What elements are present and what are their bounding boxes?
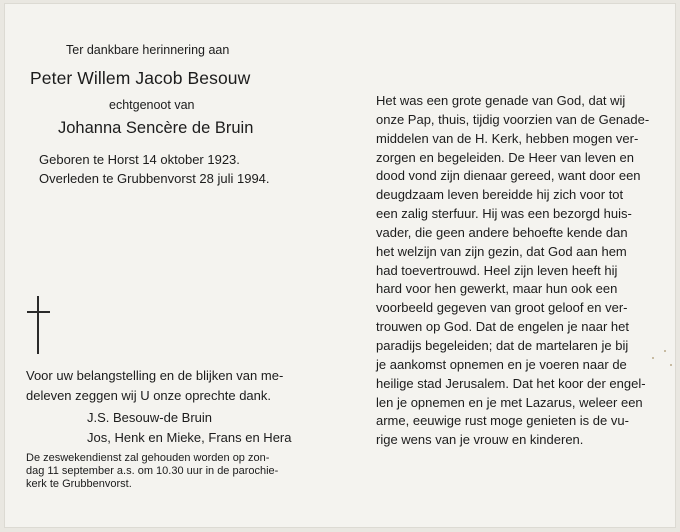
tribute-line: vader, die geen andere behoefte kende dan [376,224,628,240]
tribute-line: een zalig sterfuur. Hij was een bezorgd huis- [376,206,632,222]
tribute-line: middelen van de H. Kerk, hebben mogen ver- [376,130,639,146]
tribute-line: onze Pap, thuis, tijdig voorzien van de Genade- [376,111,650,127]
death-line: Overleden te Grubbenvorst 28 juli 1994. [39,171,270,186]
intro-text: Ter dankbare herinnering aan [66,43,230,57]
thanks-line-2: deleven zeggen wij U onze oprechte dank. [26,388,271,403]
tribute-line: deugdzaam leven bereidde hij zich voor tot [376,187,624,203]
tribute-line: paradijs begeleiden; dat de martelaren je bij [376,337,629,353]
relation-text: echtgenoot van [109,98,195,112]
tribute-line: Het was een grote genade van God, dat wij [376,93,626,108]
signer-spouse: J.S. Besouw-de Bruin [87,410,213,425]
tribute-line: len je opnemen en je met Lazarus, weleer een [376,394,643,410]
signer-children: Jos, Henk en Mieke, Frans en Hera [87,430,292,445]
tribute-line: rige wens van je vrouw en kinderen. [376,432,584,448]
tribute-line: dood vond zijn dienaar gereed, want door een [376,168,641,184]
tribute-line: voorbeeld gegeven van groot geloof en ver- [376,300,628,316]
tribute-line: het welzijn van zijn gezin, dat God aan hem [376,243,627,259]
tribute-line: zorgen en begeleiden. De Heer van leven en [376,149,635,165]
service-line-2: dag 11 september a.s. om 10.30 uur in de parochie- [26,465,279,477]
spouse-name: Johanna Sencère de Bruin [58,119,254,137]
tribute-line: trouwen op God. Dat de engelen je naar het [376,319,629,335]
birth-line: Geboren te Horst 14 oktober 1923. [39,152,240,167]
tribute-line: heilige stad Jerusalem. Dat het koor der engel- [376,375,646,391]
deceased-name: Peter Willem Jacob Besouw [30,68,251,88]
tribute-line: had toevertrouwd. Heel zijn leven heeft hij [376,262,618,278]
tribute-line: je aankomst opnemen en je voeren naar de [376,356,627,372]
thanks-line-1: Voor uw belangstelling en de blijken van me- [26,368,284,383]
tribute-line: hard voor hen gewerkt, maar hun ook een [376,281,618,297]
service-line-1: De zeswekendienst zal gehouden worden op zon- [26,452,270,464]
service-line-3: kerk te Grubbenvorst. [26,478,132,490]
tribute-text [376,92,649,450]
tribute-line: arme, eeuwige rust moge genieten is de vu- [376,413,629,429]
